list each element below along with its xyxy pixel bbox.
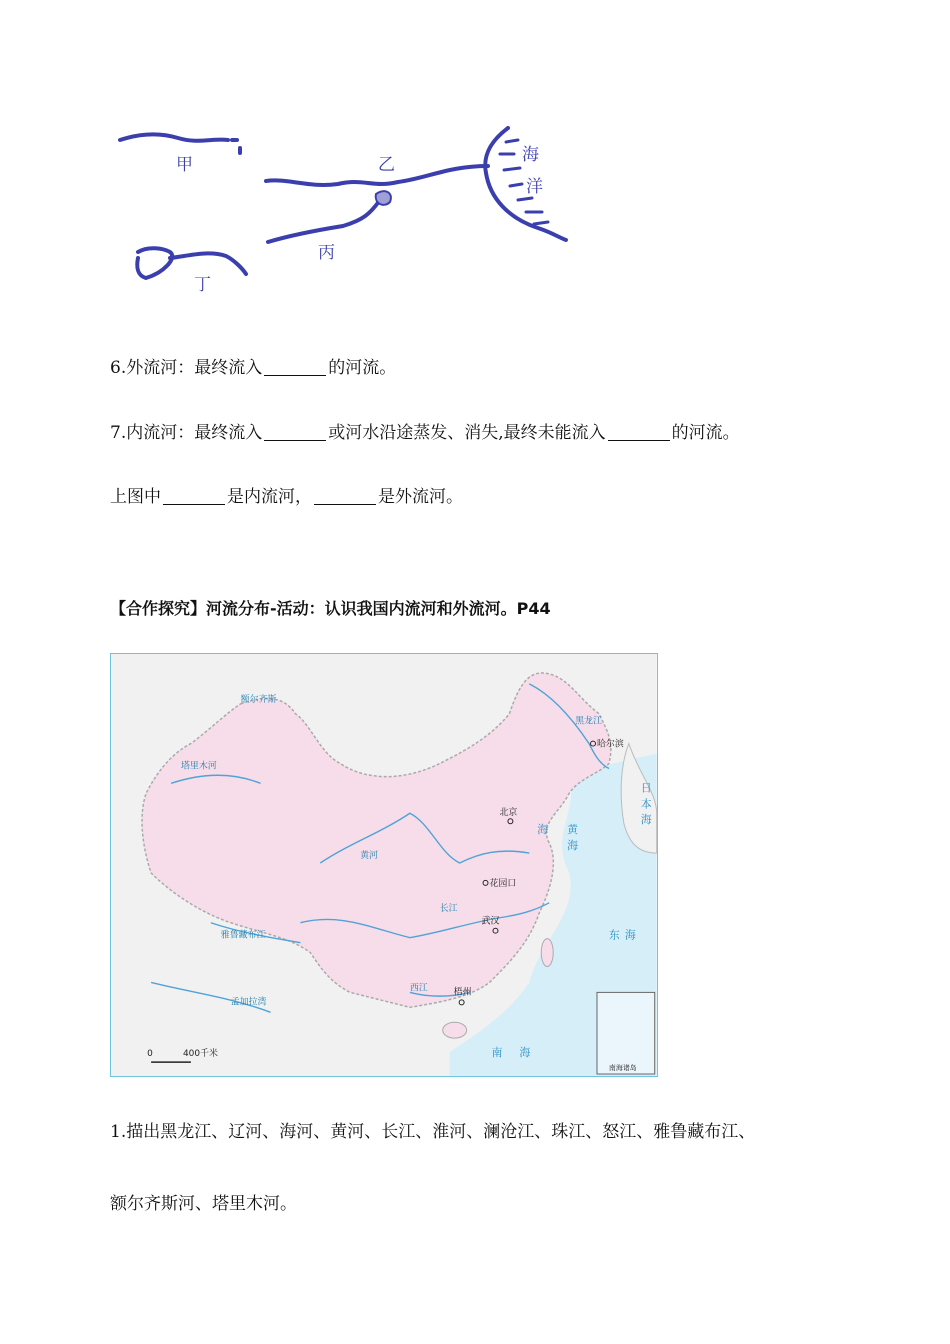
sea-nanhai-2: 海 — [519, 1046, 531, 1060]
q6-blank[interactable] — [264, 357, 326, 376]
hainan — [443, 1022, 467, 1038]
sea-riben-2: 本 — [640, 797, 652, 811]
label-tarim: 塔里木河 — [180, 761, 217, 772]
sea-huanghai-1: 黄 — [567, 823, 579, 837]
inset-box — [597, 992, 655, 1074]
label-sea-1: 海 — [522, 145, 539, 165]
q7-blank-1[interactable] — [264, 422, 326, 441]
label-xijiang: 西江 — [409, 983, 428, 994]
label-ganges: 孟加拉湾 — [230, 997, 267, 1008]
section-title: 【合作探究】河流分布-活动：认识我国内流河和外流河。P44 — [110, 599, 551, 618]
qfig-prefix: 上图中 — [110, 487, 161, 507]
label-yarlung: 雅鲁藏布江 — [220, 930, 266, 941]
qfig-blank-2[interactable] — [314, 486, 376, 505]
river-yi — [266, 166, 488, 185]
label-changjiang: 长江 — [439, 903, 458, 914]
q7-blank-2[interactable] — [608, 422, 670, 441]
city-harbin: 哈尔滨 — [596, 739, 624, 750]
label-heilongjiang: 黑龙江 — [575, 716, 602, 727]
question-figure — [110, 485, 463, 509]
task-line-1: 1.描出黑龙江、辽河、海河、黄河、长江、淮河、澜沧江、珠江、怒江、雅鲁藏布江、 — [110, 1122, 756, 1142]
river-diagram — [108, 118, 578, 298]
q7-middle: 或河水沿途蒸发、消失,最终未能流入 — [328, 423, 606, 443]
qfig-middle: 是内流河， — [227, 487, 312, 507]
task-line-2: 额尔齐斯河、塔里木河。 — [110, 1194, 297, 1214]
river-ding-2 — [170, 253, 246, 274]
river-ding — [137, 248, 172, 278]
city-wuhan: 武汉 — [481, 916, 500, 927]
label-jia: 甲 — [176, 155, 193, 175]
q7-prefix: 7.内流河：最终流入 — [110, 423, 263, 443]
label-huanghe: 黄河 — [360, 851, 379, 862]
label-sea-2: 洋 — [526, 177, 543, 197]
qfig-blank-1[interactable] — [163, 486, 225, 505]
city-beijing: 北京 — [499, 808, 518, 819]
label-erqis: 额尔齐斯 — [240, 694, 277, 705]
sea-bohai: 海 — [537, 823, 549, 837]
inset-label: 南海诸岛 — [608, 1064, 637, 1073]
china-river-map — [110, 653, 658, 1077]
question-6 — [110, 356, 396, 380]
sea-donghai-1: 东 — [608, 928, 620, 942]
river-bing — [268, 200, 380, 242]
sea-huanghai-2: 海 — [567, 839, 579, 853]
lake-yi — [376, 191, 391, 205]
sea-riben-3: 海 — [640, 813, 652, 827]
taiwan — [541, 939, 553, 967]
sea-riben-1: 日 — [640, 781, 652, 795]
label-yi: 乙 — [378, 155, 395, 175]
city-huayuankou: 花园口 — [489, 878, 517, 889]
sea-nanhai-1: 南 — [491, 1046, 503, 1060]
scale-distance: 400千米 — [182, 1049, 218, 1060]
question-7 — [110, 421, 740, 445]
q7-suffix: 的河流。 — [671, 423, 740, 443]
label-bing: 丙 — [318, 243, 335, 263]
q6-prefix: 6.外流河：最终流入 — [110, 358, 263, 378]
scale-zero: 0 — [147, 1049, 153, 1060]
q6-suffix: 的河流。 — [328, 358, 397, 378]
river-jia — [120, 134, 228, 140]
city-wuzhou: 梧州 — [453, 987, 472, 998]
river-jia-dash — [232, 140, 240, 156]
qfig-suffix: 是外流河。 — [378, 487, 463, 507]
sea-donghai-2: 海 — [624, 928, 636, 942]
label-ding: 丁 — [194, 275, 211, 295]
